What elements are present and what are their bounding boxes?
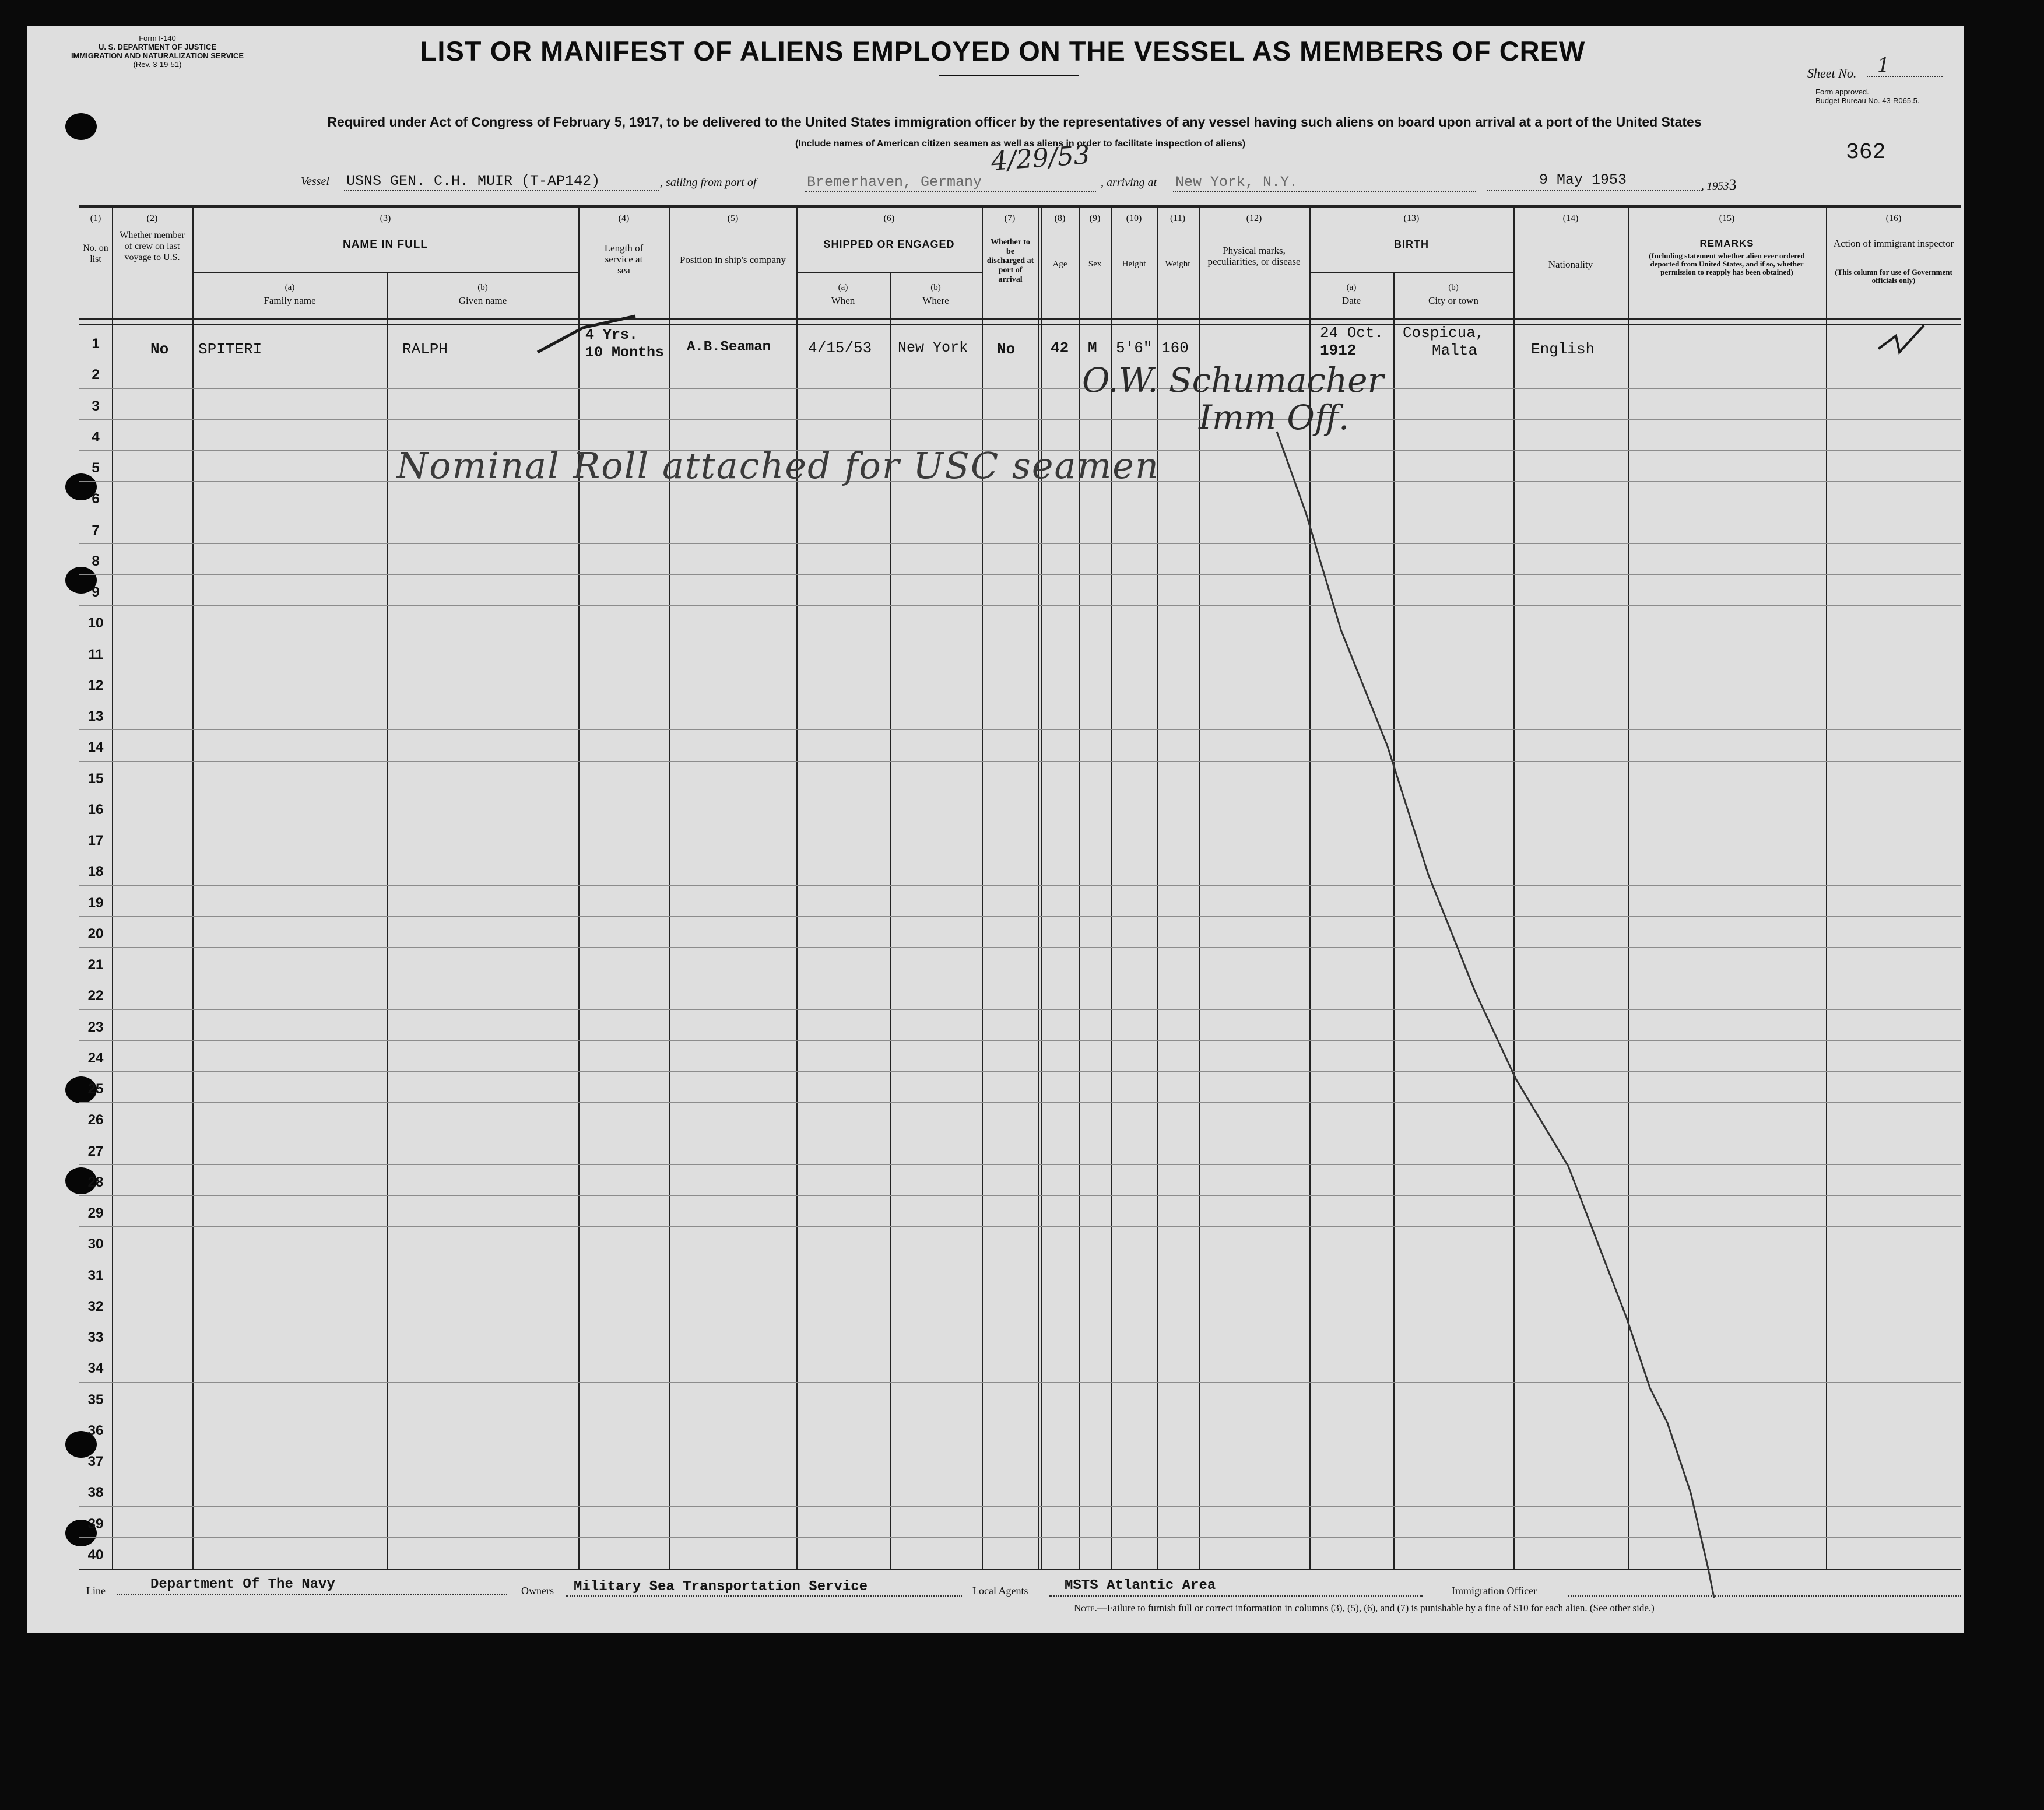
vessel-value: USNS GEN. C.H. MUIR (T-AP142) bbox=[346, 173, 600, 190]
owners-label: Owners bbox=[521, 1585, 554, 1597]
footer-note-lead: Note. bbox=[1074, 1602, 1097, 1613]
row-number: 36 bbox=[87, 1423, 104, 1439]
cell-when: 4/15/53 bbox=[808, 339, 872, 357]
signature-name: O.W. Schumacher bbox=[1082, 360, 1384, 400]
cell-weight: 160 bbox=[1161, 339, 1189, 357]
arriving-label: , arriving at bbox=[1101, 176, 1157, 189]
page-title: LIST OR MANIFEST OF ALIENS EMPLOYED ON THE VESSEL AS MEMBERS OF CREW bbox=[420, 36, 1586, 66]
col15-header: REMARKS bbox=[1699, 238, 1754, 249]
sailing-value: Bremerhaven, Germany bbox=[807, 174, 982, 191]
line-dotline bbox=[117, 1594, 507, 1595]
col6-header: SHIPPED OR ENGAGED bbox=[823, 238, 955, 250]
sailing-label: , sailing from port of bbox=[660, 176, 757, 189]
row-number: 18 bbox=[87, 864, 104, 879]
year-suffix: 3 bbox=[1729, 176, 1737, 193]
cell-position: A.B.Seaman bbox=[687, 339, 771, 355]
cell-service-line2: 10 Months bbox=[585, 344, 665, 361]
row-number: 40 bbox=[87, 1547, 104, 1563]
col5-header: Position in ship's company bbox=[679, 254, 786, 265]
row-number: 4 bbox=[92, 429, 100, 445]
sheet-label: Sheet No. bbox=[1807, 66, 1857, 80]
row-number: 5 bbox=[92, 460, 100, 476]
col13b-number: (b) bbox=[1448, 283, 1459, 292]
cell-nationality: English bbox=[1531, 341, 1595, 358]
row-number: 3 bbox=[92, 398, 100, 414]
row-number: 7 bbox=[92, 522, 100, 538]
cell-birth-date-line2: 1912 bbox=[1320, 342, 1357, 359]
owners-value: Military Sea Transportation Service bbox=[574, 1579, 868, 1595]
col5-number: (5) bbox=[727, 213, 739, 223]
row-number: 2 bbox=[92, 367, 100, 383]
row-number: 6 bbox=[92, 491, 100, 507]
col8-header: Age bbox=[1052, 259, 1067, 269]
owners-dotline bbox=[566, 1595, 962, 1597]
col1-header: No. on list bbox=[83, 243, 108, 264]
cell-last-voyage: No bbox=[150, 341, 169, 358]
cell-family-name: SPITERI bbox=[198, 341, 262, 358]
cell-given-name: RALPH bbox=[402, 341, 448, 358]
agency-line: IMMIGRATION AND NATURALIZATION SERVICE bbox=[71, 51, 244, 60]
arrival-date: 9 May 1953 bbox=[1539, 171, 1627, 188]
row-number: 1 bbox=[92, 336, 100, 352]
col3b-header: Given name bbox=[458, 295, 507, 306]
cell-birth-city-line1: Cospicua, bbox=[1403, 324, 1485, 342]
agents-label: Local Agents bbox=[972, 1585, 1028, 1597]
col16-number: (16) bbox=[1885, 213, 1902, 223]
cell-birth-date-line1: 24 Oct. bbox=[1320, 324, 1384, 342]
cell-where: New York bbox=[898, 339, 968, 356]
row-number: 35 bbox=[87, 1392, 104, 1408]
col6-number: (6) bbox=[883, 213, 895, 223]
col3b-number: (b) bbox=[477, 283, 488, 292]
sheet-value: 1 bbox=[1877, 54, 1890, 77]
handwritten-date: 4/29/53 bbox=[990, 140, 1091, 177]
year-label-text: , 1953 bbox=[1701, 180, 1729, 192]
row-number: 25 bbox=[87, 1081, 104, 1097]
row-number: 24 bbox=[87, 1050, 104, 1066]
cell-service-line1: 4 Yrs. bbox=[585, 327, 638, 343]
col12-header: Physical marks, peculiarities, or disease bbox=[1207, 245, 1301, 267]
line-label: Line bbox=[86, 1585, 106, 1597]
col13-header: BIRTH bbox=[1394, 238, 1429, 250]
service-pen-stroke bbox=[538, 316, 635, 352]
row-number: 27 bbox=[87, 1143, 104, 1159]
col11-number: (11) bbox=[1169, 213, 1186, 223]
col4-number: (4) bbox=[618, 213, 630, 223]
row-number: 12 bbox=[87, 678, 104, 693]
row-number: 22 bbox=[87, 988, 104, 1004]
col9-number: (9) bbox=[1089, 213, 1101, 223]
officer-label: Immigration Officer bbox=[1452, 1585, 1537, 1597]
line-value: Department Of The Navy bbox=[150, 1577, 335, 1592]
col3-number: (3) bbox=[380, 213, 391, 223]
footer-note bbox=[1074, 1602, 1655, 1614]
col10-header: Height bbox=[1122, 259, 1146, 269]
cell-age: 42 bbox=[1051, 339, 1069, 357]
col6b-header: Where bbox=[922, 295, 949, 306]
arriving-value: New York, N.Y. bbox=[1175, 174, 1298, 191]
row-number: 34 bbox=[87, 1360, 104, 1376]
col12-number: (12) bbox=[1246, 213, 1262, 223]
row-number: 17 bbox=[87, 833, 104, 848]
row-number: 21 bbox=[87, 957, 104, 973]
inspector-check-mark bbox=[1878, 325, 1924, 352]
row-number: 32 bbox=[87, 1299, 104, 1314]
footer-note-text: —Failure to furnish full or correct information in columns (3), (5), (6), and (7) is punishable by a fine of $10 for each alien. (See other side.) bbox=[1097, 1602, 1655, 1613]
col15-number: (15) bbox=[1719, 213, 1735, 223]
col9-header: Sex bbox=[1088, 259, 1102, 269]
col7-header: Whether to be discharged at port of arrival bbox=[986, 238, 1034, 284]
signature-title: Imm Off. bbox=[1199, 398, 1350, 437]
subtitle: Required under Act of Congress of February 5, 1917, to be delivered to the United States immigration officer by the representatives of any vessel having such aliens on board upon arrival at a port of the United States bbox=[327, 114, 1702, 129]
col14-header: Nationality bbox=[1548, 259, 1593, 270]
row-number: 14 bbox=[87, 739, 104, 755]
col16-subheader: (This column for use of Government officials only) bbox=[1835, 268, 1952, 285]
col15-subheader: (Including statement whether alien ever ordered deported from United States, and if so, whether permission to reapply has been obtained) bbox=[1649, 251, 1805, 276]
col3a-number: (a) bbox=[285, 283, 295, 292]
col2-header: Whether member of crew on last voyage to U.S. bbox=[120, 230, 185, 262]
row-number: 37 bbox=[87, 1454, 104, 1469]
col13b-header: City or town bbox=[1428, 295, 1478, 306]
signature bbox=[1082, 362, 1383, 436]
stamp-number: 362 bbox=[1846, 140, 1886, 165]
row-number: 20 bbox=[87, 926, 104, 942]
col11-header: Weight bbox=[1165, 259, 1190, 269]
row-number: 33 bbox=[87, 1330, 104, 1345]
col7-number: (7) bbox=[1004, 213, 1016, 223]
col16-header: Action of immigrant inspector bbox=[1833, 238, 1954, 249]
long-pen-line bbox=[1277, 432, 1714, 1598]
col6b-number: (b) bbox=[930, 283, 941, 292]
col3-header: NAME IN FULL bbox=[342, 238, 429, 251]
row-number: 39 bbox=[87, 1516, 104, 1532]
budget-bureau: Budget Bureau No. 43-R065.5. bbox=[1815, 96, 1920, 105]
row-number: 8 bbox=[92, 553, 100, 569]
agency-line: U. S. DEPARTMENT OF JUSTICE bbox=[99, 43, 216, 51]
row-number: 9 bbox=[92, 584, 100, 600]
agents-value: MSTS Atlantic Area bbox=[1065, 1578, 1216, 1594]
row-number: 11 bbox=[88, 647, 103, 662]
form-approved-text: Form approved. bbox=[1815, 87, 1869, 96]
row-number: 13 bbox=[87, 708, 104, 724]
row-number: 30 bbox=[87, 1236, 104, 1252]
row-number: 38 bbox=[87, 1485, 104, 1500]
row-number: 31 bbox=[87, 1268, 104, 1283]
col1-number: (1) bbox=[90, 213, 101, 223]
row-number: 29 bbox=[87, 1205, 104, 1221]
row-number: 26 bbox=[87, 1112, 104, 1128]
row-number: 23 bbox=[87, 1019, 104, 1035]
row-number: 15 bbox=[87, 771, 104, 787]
cell-birth-city-line2: Malta bbox=[1432, 342, 1478, 359]
col3a-header: Family name bbox=[264, 295, 316, 306]
col10-number: (10) bbox=[1126, 213, 1142, 223]
col6a-header: When bbox=[831, 295, 855, 306]
agents-dotline bbox=[1049, 1595, 1423, 1597]
col13a-number: (a) bbox=[1346, 283, 1357, 292]
row-number: 10 bbox=[87, 615, 104, 631]
col2-number: (2) bbox=[146, 213, 158, 223]
col13a-header: Date bbox=[1341, 295, 1361, 306]
col6a-number: (a) bbox=[838, 283, 848, 292]
vessel-label: Vessel bbox=[301, 175, 329, 188]
form-number: Form I-140 bbox=[139, 34, 176, 43]
row-number: 16 bbox=[87, 802, 104, 818]
handwritten-note: Nominal Roll attached for USC seamen bbox=[396, 444, 1160, 487]
col4-header: Length of service at sea bbox=[604, 243, 644, 276]
row-number: 28 bbox=[87, 1174, 104, 1190]
col13-number: (13) bbox=[1403, 213, 1420, 223]
cell-height: 5'6" bbox=[1116, 339, 1153, 357]
subnote: (Include names of American citizen seamen as well as aliens in order to facilitate inspection of aliens) bbox=[795, 139, 1246, 149]
officer-dotline bbox=[1568, 1595, 1961, 1597]
revision: (Rev. 3-19-51) bbox=[133, 60, 182, 69]
col8-number: (8) bbox=[1054, 213, 1066, 223]
cell-sex: M bbox=[1088, 339, 1097, 357]
row-number: 19 bbox=[87, 895, 104, 911]
col14-number: (14) bbox=[1562, 213, 1579, 223]
cell-discharged: No bbox=[997, 341, 1016, 358]
